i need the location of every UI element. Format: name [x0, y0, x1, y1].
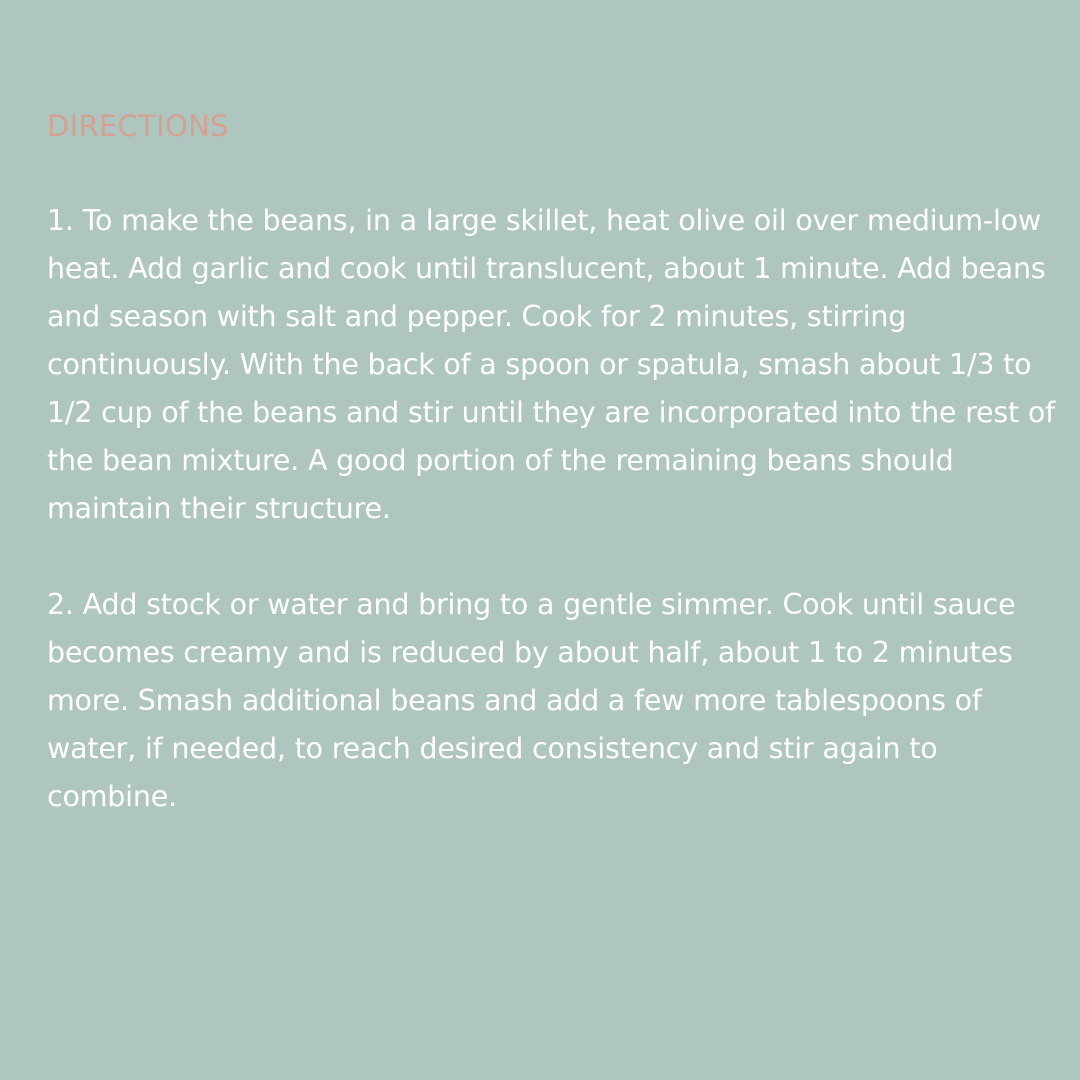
- direction-step-2: 2. Add stock or water and bring to a gentle simmer. Cook until sauce becomes creamy and is reduced by about half, about 1 to 2 minutes more. Smash additional beans and add a few more tablespoons of water, if needed, to reach desired consistency and stir again to combine.: [47, 588, 1016, 813]
- directions-list: [47, 197, 1057, 869]
- direction-step-1: 1. To make the beans, in a large skillet, heat olive oil over medium-low heat. Add garlic and cook until translucent, about 1 minute. Add beans and season with salt and pepper. Cook for 2 minutes, stirring continuously. With the back of a spoon or spatula, smash about 1/3 to 1/2 cup of the beans and stir until they are incorporated into the rest of the bean mixture. A good portion of the remaining beans should maintain their structure.: [47, 204, 1055, 525]
- directions-heading: DIRECTIONS: [47, 109, 229, 143]
